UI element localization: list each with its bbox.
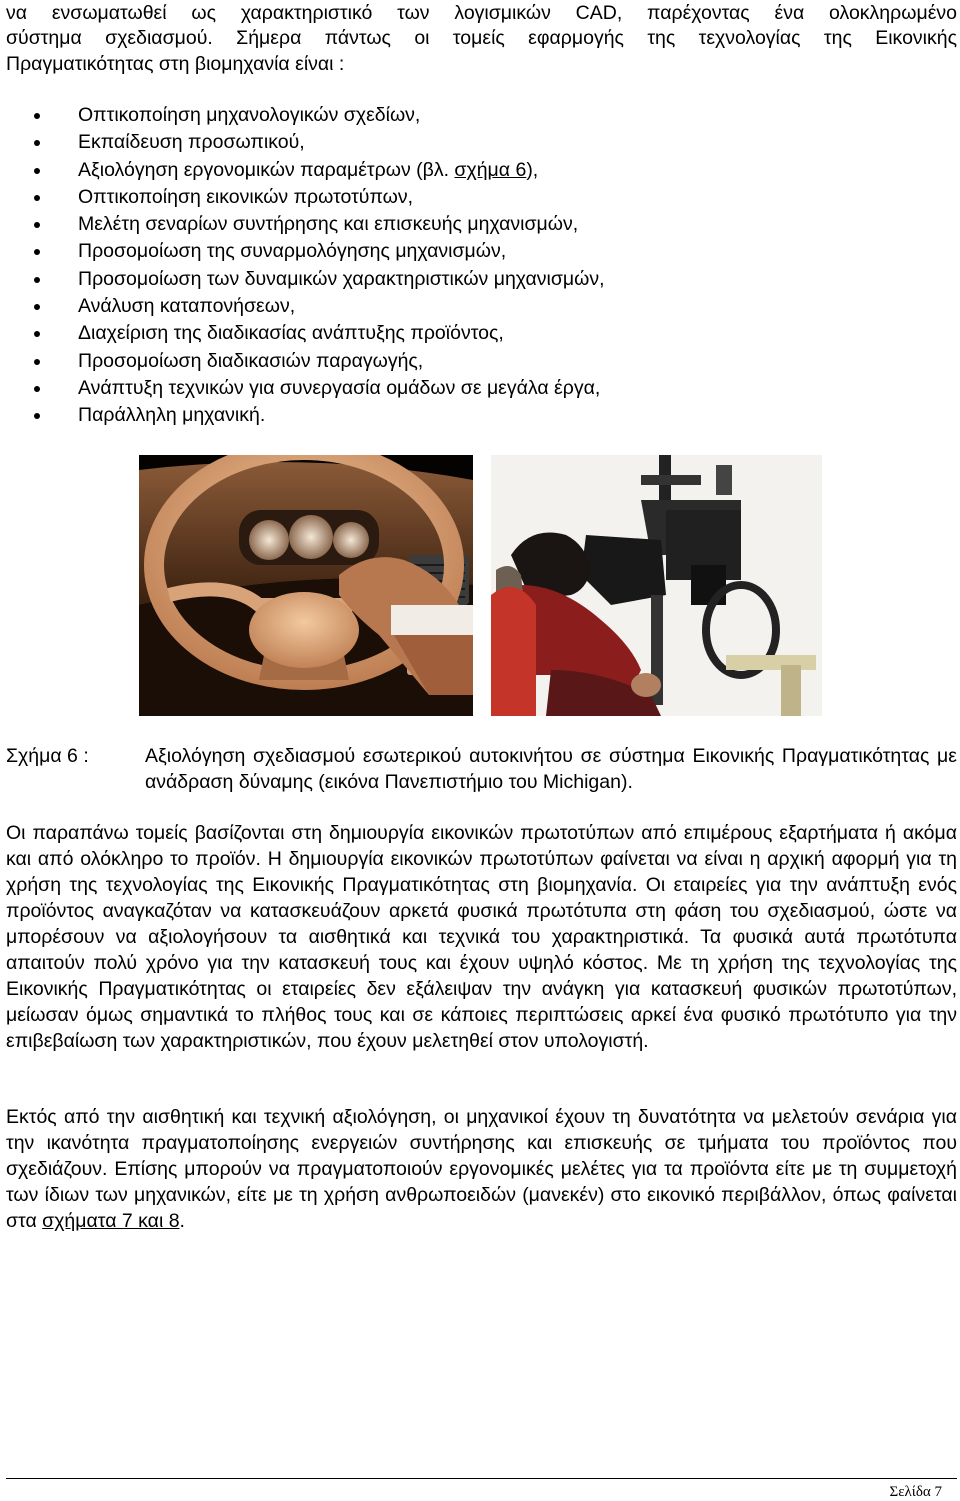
intro-line-1: να ενσωματωθεί ως χαρακτηριστικό των λογισμικών CAD, παρέχοντας ένα ολοκληρωμένο <box>6 2 957 24</box>
list-item: Προσομοίωση των δυναμικών χαρακτηριστικών μηχανισμών, <box>6 266 605 293</box>
bullet-icon <box>34 140 40 146</box>
list-item: Διαχείριση της διαδικασίας ανάπτυξης προϊόντος, <box>6 320 605 347</box>
bullet-icon <box>34 277 40 283</box>
page-number: Σελίδα 7 <box>889 1484 942 1500</box>
bullet-icon <box>34 168 40 174</box>
list-item: Ανάλυση καταπονήσεων, <box>6 293 605 320</box>
figure-caption: Αξιολόγηση σχεδιασμού εσωτερικού αυτοκινήτου σε σύστημα Εικονικής Πραγματικότητας με ανάδραση δύναμης (εικόνα Πανεπιστήμιο του Michigan). <box>145 745 957 793</box>
list-item: Μελέτη σεναρίων συντήρησης και επισκευής μηχανισμών, <box>6 211 605 238</box>
footer-divider <box>6 1478 957 1479</box>
list-item: Οπτικοποίηση εικονικών πρωτοτύπων, <box>6 184 605 211</box>
list-item: Ανάπτυξη τεχνικών για συνεργασία ομάδων σε μεγάλα έργα, <box>6 375 605 402</box>
figure-label: Σχήμα 6 : <box>6 745 89 767</box>
bullet-icon <box>34 331 40 337</box>
intro-line-3: Πραγματικότητας στη βιομηχανία είναι : <box>6 53 345 75</box>
list-item: Προσομοίωση διαδικασιών παραγωγής, <box>6 348 605 375</box>
figure-6-link[interactable]: σχήμα 6 <box>454 158 527 181</box>
bullet-icon <box>34 386 40 392</box>
bullet-icon <box>34 222 40 228</box>
paragraph-virtual-prototypes: Οι παραπάνω τομείς βασίζονται στη δημιουργία εικονικών πρωτοτύπων από επιμέρους εξαρτήματα ή ακόμα και από ολόκληρο το προϊόν. Η δημιουργία εικονικών πρωτοτύπων φαίνεται να είναι η αρχική αφορμή για τη χρήση της τεχνολογίας της Εικονικής Πραγματικότητας στη βιομηχανία. Οι εταιρείες για την ανάπτυξη ενός προϊόντος αναγκαζόταν να κατασκευάζουν αρκετά φυσικά πρωτότυπα στη φάση του σχεδιασμού, ώστε να μπορέσουν να αξιολογήσουν τα αισθητικά και τεχνικά του χαρακτηριστικά. Τα φυσικά αυτά πρωτότυπα απαιτούν πολύ χρόνο για την κατασκευή τους και έχουν υψηλό κόστος. Με τη χρήση της τεχνολογίας της Εικονικής Πραγματικότητας οι εταιρείες δεν εξάλειψαν την ανάγκη για κατασκευή φυσικών πρωτοτύπων, μείωσαν όμως σημαντικά το πλήθος τους και σε κάποιες περιπτώσεις αρκεί ένα φυσικό πρωτότυπο για την επιβεβαίωση των χαρακτηριστικών, που έχουν μελετηθεί στον υπολογιστή. <box>6 822 957 1052</box>
list-item: Παράλληλη μηχανική. <box>6 402 605 429</box>
dashboard-render-image <box>139 455 473 716</box>
bullet-icon <box>34 113 40 119</box>
bullet-icon <box>34 359 40 365</box>
list-item: Εκπαίδευση προσωπικού, <box>6 129 605 156</box>
figures-7-8-link[interactable]: σχήματα 7 και 8 <box>42 1210 180 1232</box>
list-item: Οπτικοποίηση μηχανολογικών σχεδίων, <box>6 102 605 129</box>
paragraph-maintenance-ergonomics: Εκτός από την αισθητική και τεχνική αξιολόγηση, οι μηχανικοί έχουν τη δυνατότητα να μελετούν σενάρια για την ικανότητα πραγματοποίησης ενεργειών συντήρησης και επισκευής σε τμήματα του προϊόντος που σχεδιάζουν. Επίσης μπορούν να πραγματοποιούν εργονομικές μελέτες για τα προϊόντα είτε με τη συμμετοχή των ίδιων των μηχανικών, είτε με τη χρήση ανθρωποειδών (μανεκέν) στο εικονικό περιβάλλον, όπως φαίνεται στα σχήματα 7 και 8. <box>6 1106 957 1232</box>
bullet-icon <box>34 195 40 201</box>
application-areas-list <box>6 102 605 430</box>
bullet-icon <box>34 304 40 310</box>
intro-line-2: σύστημα σχεδιασμού. Σήμερα πάντως οι τομείς εφαρμογής της τεχνολογίας της Εικονικής <box>6 27 957 49</box>
list-item: Αξιολόγηση εργονομικών παραμέτρων (βλ. σχήμα 6), <box>6 157 605 184</box>
vr-force-feedback-photo <box>491 455 822 716</box>
bullet-icon <box>34 249 40 255</box>
list-item: Προσομοίωση της συναρμολόγησης μηχανισμών, <box>6 238 605 265</box>
bullet-icon <box>34 413 40 419</box>
